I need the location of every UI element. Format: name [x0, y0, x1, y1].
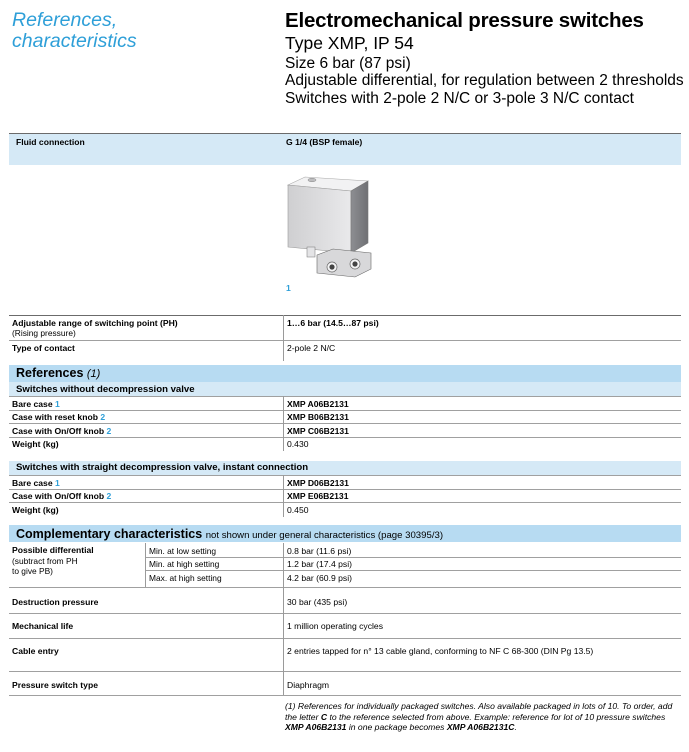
group1-weight-label: Weight (kg) — [12, 439, 59, 449]
range-sublabel: (Rising pressure) — [12, 328, 76, 338]
divider — [9, 396, 681, 397]
divider — [9, 638, 681, 639]
group1-row-ref: XMP C06B2131 — [287, 426, 349, 436]
product-image — [283, 173, 383, 283]
divider — [9, 587, 681, 588]
group2-title: Switches with straight decompression valve, instant connection — [16, 462, 309, 473]
references-note: (1) — [86, 368, 101, 380]
divider — [9, 423, 681, 424]
references-header-band — [9, 365, 681, 382]
divider — [9, 502, 681, 503]
divider — [9, 133, 681, 134]
switch-type-value: Diaphragm — [287, 680, 330, 690]
subtitle-size: Size 6 bar (87 psi) — [285, 55, 411, 72]
column-separator — [283, 396, 284, 451]
group1-row-ref: XMP A06B2131 — [287, 399, 349, 409]
group1-row-label: Case with reset knob 2 — [12, 412, 106, 422]
divider — [9, 410, 681, 411]
divider — [9, 613, 681, 614]
divider — [9, 671, 681, 672]
destruction-label: Destruction pressure — [12, 597, 99, 607]
divider — [9, 437, 681, 438]
group1-row-ref: XMP B06B2131 — [287, 412, 349, 422]
contact-type-label: Type of contact — [12, 343, 75, 353]
differential-sublabel: (subtract from PH — [12, 556, 78, 566]
group2-weight-label: Weight (kg) — [12, 505, 59, 515]
group1-row-label: Case with On/Off knob 2 — [12, 426, 112, 436]
group2-row-ref: XMP E06B2131 — [287, 491, 349, 501]
switch-type-label: Pressure switch type — [12, 680, 98, 690]
group1-row-label: Bare case 1 — [12, 399, 60, 409]
differential-setting: Min. at high setting — [149, 559, 220, 569]
product-image-caption: 1 — [286, 283, 291, 293]
range-label: Adjustable range of switching point (PH) — [12, 318, 178, 328]
range-value: 1…6 bar (14.5…87 psi) — [287, 318, 379, 328]
cable-entry-label: Cable entry — [12, 646, 59, 656]
column-separator — [145, 543, 146, 587]
subtitle-differential: Adjustable differential, for regulation between 2 thresholds — [285, 72, 684, 89]
divider — [9, 489, 681, 490]
group1-weight-value: 0.430 — [287, 439, 309, 449]
section-title-line1: References, — [12, 9, 118, 31]
complementary-subtitle: not shown under general characteristics (page 30395/3) — [205, 530, 444, 541]
contact-type-value: 2-pole 2 N/C — [287, 343, 336, 353]
fluid-connection-value: G 1/4 (BSP female) — [286, 137, 363, 147]
group1-title: Switches without decompression valve — [16, 384, 195, 395]
divider — [9, 695, 681, 696]
destruction-value: 30 bar (435 psi) — [287, 597, 348, 607]
differential-label: Possible differential — [12, 545, 94, 555]
group2-row-label: Bare case 1 — [12, 478, 60, 488]
references-header — [16, 366, 100, 380]
mechanical-life-value: 1 million operating cycles — [287, 621, 384, 631]
group2-row-ref: XMP D06B2131 — [287, 478, 349, 488]
column-separator — [283, 543, 284, 696]
divider — [9, 315, 681, 316]
page-title: Electromechanical pressure switches — [285, 9, 644, 32]
divider — [9, 475, 681, 476]
group2-weight-value: 0.450 — [287, 505, 309, 515]
differential-setting: Max. at high setting — [149, 573, 222, 583]
divider — [9, 340, 681, 341]
divider — [145, 557, 681, 558]
references-title: References — [16, 366, 84, 380]
complementary-header — [16, 527, 443, 541]
differential-setting: Min. at low setting — [149, 546, 217, 556]
differential-value: 0.8 bar (11.6 psi) — [287, 546, 352, 556]
section-title-line2: characteristics — [12, 30, 137, 52]
subtitle-contacts: Switches with 2-pole 2 N/C or 3-pole 3 N/C contact — [285, 90, 634, 107]
mechanical-life-label: Mechanical life — [12, 621, 74, 631]
subtitle-type: Type XMP, IP 54 — [285, 33, 414, 53]
complementary-title: Complementary characteristics — [16, 527, 203, 541]
cable-entry-value: 2 entries tapped for n° 13 cable gland, conforming to NF C 68-300 (DIN Pg 13.5) — [287, 646, 594, 656]
column-separator — [283, 475, 284, 517]
section-title — [12, 10, 137, 52]
column-separator — [283, 315, 284, 361]
differential-value: 4.2 bar (60.9 psi) — [287, 573, 352, 583]
differential-sublabel: to give PB) — [12, 566, 53, 576]
fluid-connection-label: Fluid connection — [16, 137, 85, 147]
footnote: (1) References for individually packaged switches. Also available packaged in lots of 10. To order, add the letter C to the reference selected from above. Example: reference for lot of 10 pressure switches XMP A06B2131 in one package becomes XMP A06B2131C. — [285, 701, 673, 733]
differential-value: 1.2 bar (17.4 psi) — [287, 559, 352, 569]
divider — [145, 570, 681, 571]
group2-row-label: Case with On/Off knob 2 — [12, 491, 112, 501]
